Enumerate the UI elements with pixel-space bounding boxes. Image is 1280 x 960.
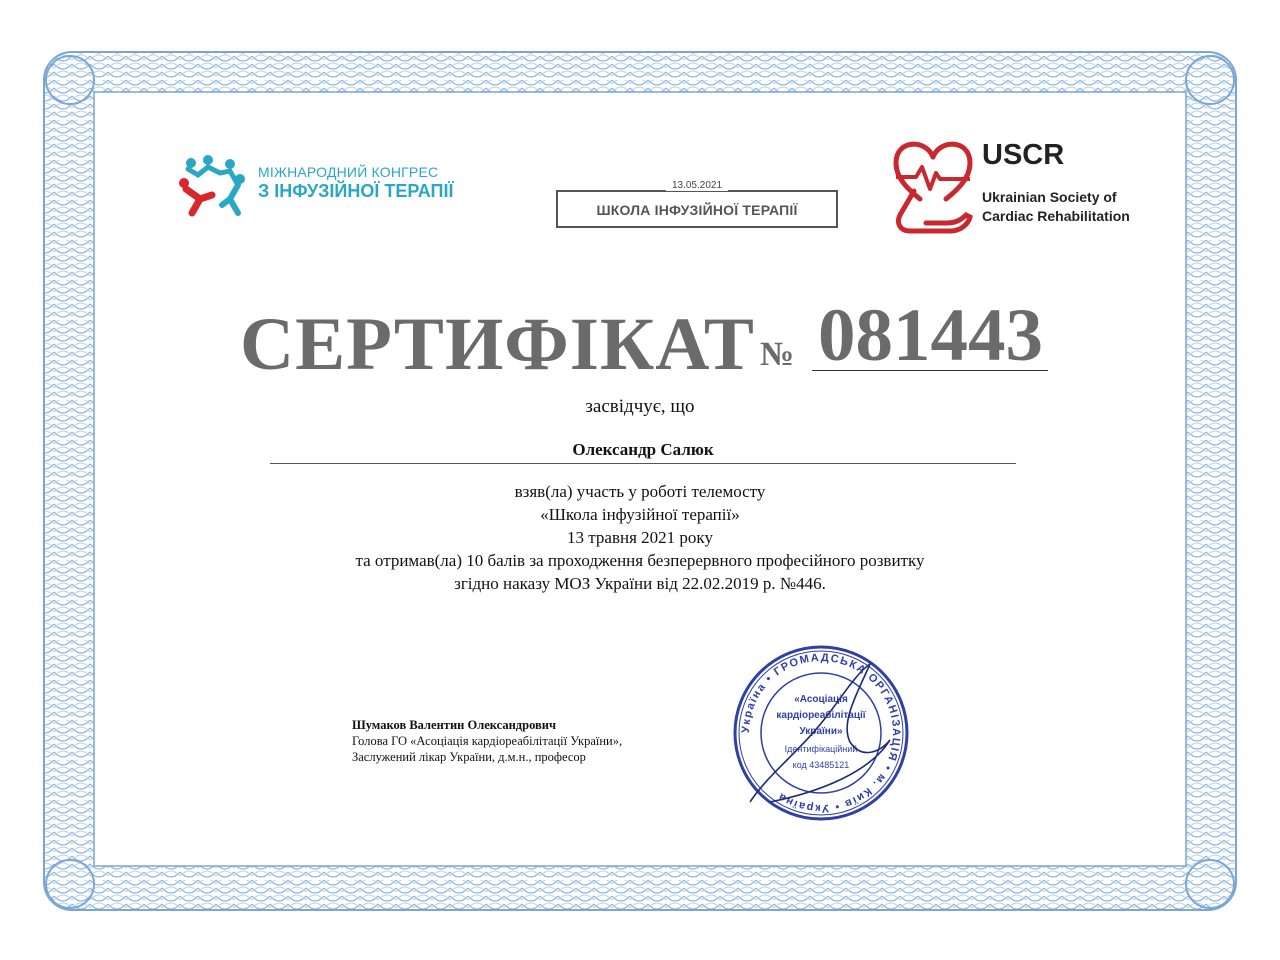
stamp-outer-text: Україна • ГРОМАДСЬКА ОРГАНІЗАЦІЯ • м. Київ • Україна <box>739 651 903 815</box>
heart-pulse-icon <box>890 133 976 237</box>
congress-name-line1: МІЖНАРОДНИЙ КОНГРЕС <box>258 164 439 180</box>
signatory-name: Шумаков Валентин Олександрович <box>352 718 557 732</box>
official-stamp <box>730 642 912 824</box>
certifies-text: засвідчує, що <box>585 396 695 417</box>
stamp-center-line3: України» <box>799 726 843 737</box>
body-line: взяв(ла) участь у роботі телемосту <box>514 482 766 501</box>
body-line: згідно наказу МОЗ України від 22.02.2019 р. №446. <box>454 574 826 593</box>
certificate-title-row <box>240 294 1060 386</box>
body-line: «Школа інфузійної терапії» <box>540 505 740 524</box>
signatory-titles: Заслужений лікар України, д.м.н., професор <box>352 750 586 764</box>
certificate-body <box>0 480 1280 595</box>
recipient-name: Олександр Салюк <box>270 440 1016 464</box>
uscr-name-line2: Cardiac Rehabilitation <box>982 208 1130 224</box>
school-title: ШКОЛА ІНФУЗІЙНОЇ ТЕРАПІЇ <box>596 202 798 218</box>
uscr-full-name <box>982 188 1130 226</box>
congress-logo <box>178 155 478 217</box>
congress-name-line2: З ІНФУЗІЙНОЇ ТЕРАПІЇ <box>258 181 454 201</box>
signatory-block <box>352 717 622 765</box>
school-date-row <box>556 180 838 196</box>
uscr-logo <box>890 133 1150 237</box>
dancing-people-icon <box>178 155 250 217</box>
certificate-title: СЕРТИФІКАТ <box>240 303 755 386</box>
body-line: та отримав(ла) 10 балів за проходження безперервного професійного розвитку <box>355 551 925 570</box>
uscr-abbreviation: USCR <box>982 139 1065 171</box>
uscr-name-line1: Ukrainian Society of <box>982 189 1117 205</box>
stamp-center-line5: код 43485121 <box>792 760 850 770</box>
number-sign: № <box>760 336 795 373</box>
certificate-number: 081443 <box>812 302 1048 371</box>
body-line: 13 травня 2021 року <box>567 528 713 547</box>
stamp-center-line2: кардіореабілітації <box>776 710 866 721</box>
stamp-center-line1: «Асоціація <box>794 694 848 705</box>
signatory-position: Голова ГО «Асоціація кардіореабілітації України», <box>352 734 623 748</box>
stamp-center-line4: Ідентифікаційний <box>784 744 858 754</box>
school-date: 13.05.2021 <box>666 180 728 191</box>
